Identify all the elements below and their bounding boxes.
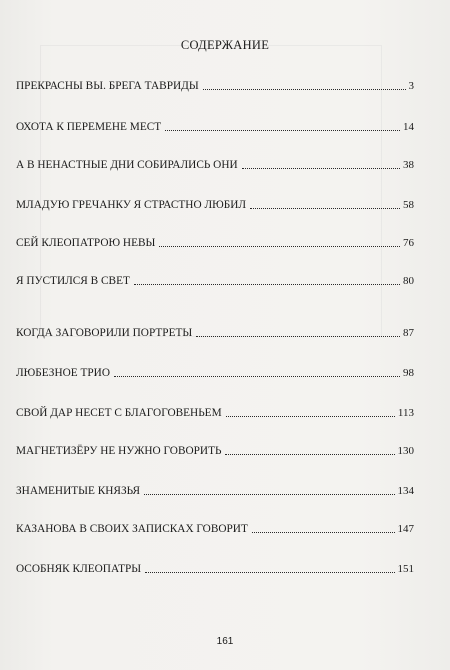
dot-leader — [196, 336, 400, 337]
dot-leader — [159, 246, 400, 247]
dot-leader — [144, 494, 394, 495]
dot-leader — [165, 130, 400, 131]
toc-entry-page: 76 — [403, 237, 414, 249]
dot-leader — [252, 532, 395, 533]
toc-entry-title: СЕЙ КЛЕОПАТРОЮ НЕВЫ — [16, 237, 156, 249]
toc-entry-page: 38 — [403, 159, 414, 171]
toc-entry[interactable] — [16, 556, 414, 576]
toc-entry-title: ОСОБНЯК КЛЕОПАТРЫ — [16, 563, 142, 575]
toc-entry-page: 3 — [408, 80, 414, 92]
dot-leader — [226, 416, 395, 417]
toc-entry-page: 130 — [397, 445, 414, 457]
toc-entry-title: ЛЮБЕЗНОЕ ТРИО — [16, 367, 110, 379]
toc-entry[interactable] — [16, 360, 414, 380]
toc-entry-title: ПРЕКРАСНЫ ВЫ. БРЕГА ТАВРИДЫ — [16, 80, 199, 92]
toc-entry-page: 87 — [403, 327, 414, 339]
toc-entry[interactable] — [16, 400, 414, 420]
toc-entry-title: СВОЙ ДАР НЕСЕТ С БЛАГОГОВЕНЬЕМ — [16, 407, 222, 419]
toc-entry[interactable] — [16, 114, 414, 134]
dot-leader — [242, 168, 400, 169]
toc-entry[interactable] — [16, 73, 414, 93]
dot-leader — [145, 572, 394, 573]
toc-entry[interactable] — [16, 320, 414, 340]
toc-entry[interactable] — [16, 152, 414, 172]
toc-entry-title: МАГНЕТИЗЁРУ НЕ НУЖНО ГОВОРИТЬ — [16, 445, 222, 457]
toc-entry-page: 113 — [397, 407, 414, 419]
toc-entry-title: МЛАДУЮ ГРЕЧАНКУ Я СТРАСТНО ЛЮБИЛ — [16, 199, 247, 211]
toc-entry[interactable] — [16, 192, 414, 212]
toc-entry-page: 58 — [403, 199, 414, 211]
dot-leader — [114, 376, 400, 377]
dot-leader — [250, 208, 400, 209]
toc-entry-page: 151 — [397, 563, 414, 575]
toc-entry-title: КОГДА ЗАГОВОРИЛИ ПОРТРЕТЫ — [16, 327, 193, 339]
toc-entry-page: 147 — [397, 523, 414, 535]
dot-leader — [203, 89, 406, 90]
toc-entry-page: 134 — [397, 485, 414, 497]
toc-entry-title: КАЗАНОВА В СВОИХ ЗАПИСКАХ ГОВОРИТ — [16, 523, 248, 535]
toc-entry[interactable] — [16, 516, 414, 536]
toc-entry-title: А В НЕНАСТНЫЕ ДНИ СОБИРАЛИСЬ ОНИ — [16, 159, 238, 171]
toc-entry-page: 98 — [403, 367, 414, 379]
dot-leader — [225, 454, 394, 455]
toc-entry-title: Я ПУСТИЛСЯ В СВЕТ — [16, 275, 130, 287]
toc-entry-title: ЗНАМЕНИТЫЕ КНЯЗЬЯ — [16, 485, 141, 497]
toc-entry[interactable] — [16, 438, 414, 458]
toc-entry-page: 80 — [403, 275, 414, 287]
toc-entry-page: 14 — [403, 121, 414, 133]
toc-entry-title: ОХОТА К ПЕРЕМЕНЕ МЕСТ — [16, 121, 162, 133]
toc-entry[interactable] — [16, 268, 414, 288]
toc-heading: СОДЕРЖАНИЕ — [180, 38, 270, 52]
toc-entry[interactable] — [16, 230, 414, 250]
toc-entry[interactable] — [16, 478, 414, 498]
page-number: 161 — [216, 636, 234, 647]
dot-leader — [134, 284, 400, 285]
